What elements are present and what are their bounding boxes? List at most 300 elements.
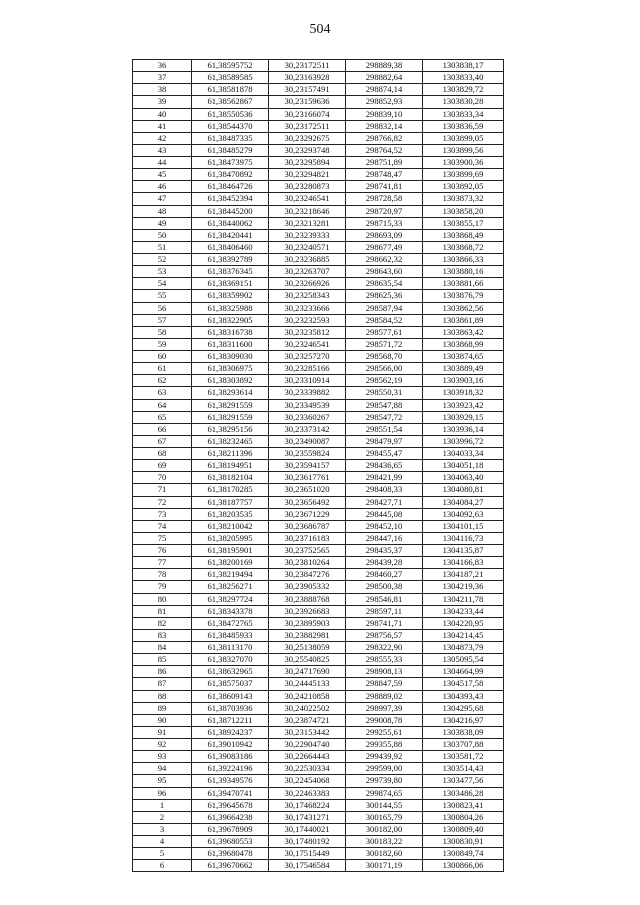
point-number-cell: 51 <box>133 241 192 253</box>
latitude-cell: 61,38195901 <box>192 545 269 557</box>
table-row <box>133 338 504 350</box>
y-coordinate-cell: 1303829,72 <box>423 84 504 96</box>
y-coordinate-cell: 1303833,34 <box>423 108 504 120</box>
table-row <box>133 302 504 314</box>
longitude-cell: 30,23257270 <box>269 351 346 363</box>
longitude-cell: 30,23172511 <box>269 120 346 132</box>
latitude-cell: 61,39670662 <box>192 860 269 872</box>
point-number-cell: 61 <box>133 363 192 375</box>
longitude-cell: 30,23293748 <box>269 144 346 156</box>
latitude-cell: 61,38297724 <box>192 593 269 605</box>
table-row <box>133 399 504 411</box>
latitude-cell: 61,38703936 <box>192 702 269 714</box>
x-coordinate-cell: 298550,31 <box>346 387 423 399</box>
longitude-cell: 30,23258343 <box>269 290 346 302</box>
latitude-cell: 61,38205995 <box>192 532 269 544</box>
point-number-cell: 64 <box>133 399 192 411</box>
table-row <box>133 72 504 84</box>
table-row <box>133 169 504 181</box>
point-number-cell: 1 <box>133 799 192 811</box>
x-coordinate-cell: 298445,08 <box>346 508 423 520</box>
y-coordinate-cell: 1303899,05 <box>423 132 504 144</box>
table-row <box>133 387 504 399</box>
y-coordinate-cell: 1304084,27 <box>423 496 504 508</box>
table-row <box>133 799 504 811</box>
y-coordinate-cell: 1303868,99 <box>423 338 504 350</box>
x-coordinate-cell: 298546,81 <box>346 593 423 605</box>
longitude-cell: 30,23172511 <box>269 60 346 72</box>
point-number-cell: 59 <box>133 338 192 350</box>
point-number-cell: 55 <box>133 290 192 302</box>
latitude-cell: 61,38924237 <box>192 726 269 738</box>
x-coordinate-cell: 298847,59 <box>346 678 423 690</box>
latitude-cell: 61,38203535 <box>192 508 269 520</box>
longitude-cell: 30,23656492 <box>269 496 346 508</box>
longitude-cell: 30,24445133 <box>269 678 346 690</box>
table-row <box>133 193 504 205</box>
table-row <box>133 108 504 120</box>
table-row <box>133 617 504 629</box>
latitude-cell: 61,38211396 <box>192 448 269 460</box>
y-coordinate-cell: 1303514,43 <box>423 763 504 775</box>
x-coordinate-cell: 298720,97 <box>346 205 423 217</box>
y-coordinate-cell: 1303899,69 <box>423 169 504 181</box>
point-number-cell: 68 <box>133 448 192 460</box>
point-number-cell: 81 <box>133 605 192 617</box>
point-number-cell: 86 <box>133 666 192 678</box>
table-row <box>133 666 504 678</box>
y-coordinate-cell: 1303936,14 <box>423 423 504 435</box>
x-coordinate-cell: 298555,33 <box>346 654 423 666</box>
table-row <box>133 690 504 702</box>
latitude-cell: 61,38309030 <box>192 351 269 363</box>
point-number-cell: 46 <box>133 181 192 193</box>
latitude-cell: 61,38311600 <box>192 338 269 350</box>
y-coordinate-cell: 1304211,78 <box>423 593 504 605</box>
table-row <box>133 702 504 714</box>
latitude-cell: 61,38445200 <box>192 205 269 217</box>
x-coordinate-cell: 298882,64 <box>346 72 423 84</box>
latitude-cell: 61,38575037 <box>192 678 269 690</box>
longitude-cell: 30,23236885 <box>269 254 346 266</box>
longitude-cell: 30,23285166 <box>269 363 346 375</box>
coordinates-table <box>132 59 504 872</box>
latitude-cell: 61,39680478 <box>192 848 269 860</box>
point-number-cell: 2 <box>133 811 192 823</box>
y-coordinate-cell: 1304233,44 <box>423 605 504 617</box>
y-coordinate-cell: 1300866,06 <box>423 860 504 872</box>
table-row <box>133 411 504 423</box>
table-row <box>133 144 504 156</box>
longitude-cell: 30,23235812 <box>269 326 346 338</box>
point-number-cell: 63 <box>133 387 192 399</box>
longitude-cell: 30,23280873 <box>269 181 346 193</box>
point-number-cell: 48 <box>133 205 192 217</box>
point-number-cell: 85 <box>133 654 192 666</box>
table-row <box>133 678 504 690</box>
x-coordinate-cell: 298587,94 <box>346 302 423 314</box>
latitude-cell: 61,38327070 <box>192 654 269 666</box>
point-number-cell: 94 <box>133 763 192 775</box>
point-number-cell: 49 <box>133 217 192 229</box>
y-coordinate-cell: 1303836,59 <box>423 120 504 132</box>
table-row <box>133 60 504 72</box>
x-coordinate-cell: 299599,00 <box>346 763 423 775</box>
table-row <box>133 423 504 435</box>
x-coordinate-cell: 298662,32 <box>346 254 423 266</box>
y-coordinate-cell: 1303892,05 <box>423 181 504 193</box>
point-number-cell: 56 <box>133 302 192 314</box>
point-number-cell: 4 <box>133 836 192 848</box>
latitude-cell: 61,38369151 <box>192 278 269 290</box>
y-coordinate-cell: 1303707,88 <box>423 739 504 751</box>
latitude-cell: 61,38632965 <box>192 666 269 678</box>
latitude-cell: 61,38293614 <box>192 387 269 399</box>
point-number-cell: 66 <box>133 423 192 435</box>
longitude-cell: 30,23905332 <box>269 581 346 593</box>
x-coordinate-cell: 298577,61 <box>346 326 423 338</box>
point-number-cell: 91 <box>133 726 192 738</box>
x-coordinate-cell: 300183,22 <box>346 836 423 848</box>
point-number-cell: 83 <box>133 629 192 641</box>
longitude-cell: 30,23240571 <box>269 241 346 253</box>
longitude-cell: 30,22463383 <box>269 787 346 799</box>
latitude-cell: 61,38359902 <box>192 290 269 302</box>
x-coordinate-cell: 300171,19 <box>346 860 423 872</box>
latitude-cell: 61,39664238 <box>192 811 269 823</box>
latitude-cell: 61,39645678 <box>192 799 269 811</box>
latitude-cell: 61,38472765 <box>192 617 269 629</box>
x-coordinate-cell: 298852,93 <box>346 96 423 108</box>
latitude-cell: 61,38712211 <box>192 714 269 726</box>
y-coordinate-cell: 1304219,36 <box>423 581 504 593</box>
table-row <box>133 811 504 823</box>
point-number-cell: 53 <box>133 266 192 278</box>
x-coordinate-cell: 298643,60 <box>346 266 423 278</box>
table-row <box>133 472 504 484</box>
x-coordinate-cell: 298625,36 <box>346 290 423 302</box>
y-coordinate-cell: 1304080,81 <box>423 484 504 496</box>
longitude-cell: 30,23232593 <box>269 314 346 326</box>
longitude-cell: 30,23294821 <box>269 169 346 181</box>
x-coordinate-cell: 298839,10 <box>346 108 423 120</box>
point-number-cell: 76 <box>133 545 192 557</box>
x-coordinate-cell: 298427,71 <box>346 496 423 508</box>
longitude-cell: 30,23752565 <box>269 545 346 557</box>
x-coordinate-cell: 298566,00 <box>346 363 423 375</box>
latitude-cell: 61,39224196 <box>192 763 269 775</box>
latitude-cell: 61,38562867 <box>192 96 269 108</box>
longitude-cell: 30,22904740 <box>269 739 346 751</box>
table-row <box>133 654 504 666</box>
latitude-cell: 61,38325988 <box>192 302 269 314</box>
point-number-cell: 47 <box>133 193 192 205</box>
point-number-cell: 75 <box>133 532 192 544</box>
table-row <box>133 326 504 338</box>
latitude-cell: 61,38200169 <box>192 557 269 569</box>
x-coordinate-cell: 298435,37 <box>346 545 423 557</box>
y-coordinate-cell: 1303899,56 <box>423 144 504 156</box>
y-coordinate-cell: 1303581,72 <box>423 751 504 763</box>
latitude-cell: 61,38182104 <box>192 472 269 484</box>
latitude-cell: 61,38291559 <box>192 411 269 423</box>
latitude-cell: 61,38291559 <box>192 399 269 411</box>
x-coordinate-cell: 298452,10 <box>346 520 423 532</box>
point-number-cell: 54 <box>133 278 192 290</box>
table-row <box>133 726 504 738</box>
table-row <box>133 132 504 144</box>
point-number-cell: 77 <box>133 557 192 569</box>
table-row <box>133 605 504 617</box>
y-coordinate-cell: 1304220,95 <box>423 617 504 629</box>
longitude-cell: 30,23213281 <box>269 217 346 229</box>
latitude-cell: 61,38487335 <box>192 132 269 144</box>
longitude-cell: 30,25138059 <box>269 642 346 654</box>
x-coordinate-cell: 298421,99 <box>346 472 423 484</box>
longitude-cell: 30,23218646 <box>269 205 346 217</box>
longitude-cell: 30,23926683 <box>269 605 346 617</box>
longitude-cell: 30,23895903 <box>269 617 346 629</box>
latitude-cell: 61,38219494 <box>192 569 269 581</box>
point-number-cell: 87 <box>133 678 192 690</box>
point-number-cell: 42 <box>133 132 192 144</box>
longitude-cell: 30,24717690 <box>269 666 346 678</box>
longitude-cell: 30,23651020 <box>269 484 346 496</box>
table-row <box>133 787 504 799</box>
table-row <box>133 435 504 447</box>
y-coordinate-cell: 1303486,28 <box>423 787 504 799</box>
x-coordinate-cell: 298597,11 <box>346 605 423 617</box>
y-coordinate-cell: 1304517,58 <box>423 678 504 690</box>
point-number-cell: 44 <box>133 157 192 169</box>
table-row <box>133 751 504 763</box>
table-row <box>133 775 504 787</box>
point-number-cell: 65 <box>133 411 192 423</box>
longitude-cell: 30,17440021 <box>269 823 346 835</box>
longitude-cell: 30,23360267 <box>269 411 346 423</box>
latitude-cell: 61,38113170 <box>192 642 269 654</box>
point-number-cell: 41 <box>133 120 192 132</box>
point-number-cell: 36 <box>133 60 192 72</box>
x-coordinate-cell: 298832,14 <box>346 120 423 132</box>
x-coordinate-cell: 298455,47 <box>346 448 423 460</box>
point-number-cell: 73 <box>133 508 192 520</box>
point-number-cell: 79 <box>133 581 192 593</box>
longitude-cell: 30,23263707 <box>269 266 346 278</box>
table-row <box>133 229 504 241</box>
y-coordinate-cell: 1303873,32 <box>423 193 504 205</box>
table-row <box>133 629 504 641</box>
y-coordinate-cell: 1303889,49 <box>423 363 504 375</box>
y-coordinate-cell: 1300804,26 <box>423 811 504 823</box>
longitude-cell: 30,23882981 <box>269 629 346 641</box>
longitude-cell: 30,24022502 <box>269 702 346 714</box>
point-number-cell: 71 <box>133 484 192 496</box>
table-row <box>133 593 504 605</box>
y-coordinate-cell: 1304101,15 <box>423 520 504 532</box>
longitude-cell: 30,17515449 <box>269 848 346 860</box>
latitude-cell: 61,38256271 <box>192 581 269 593</box>
point-number-cell: 58 <box>133 326 192 338</box>
latitude-cell: 61,39680553 <box>192 836 269 848</box>
x-coordinate-cell: 298693,09 <box>346 229 423 241</box>
y-coordinate-cell: 1304295,68 <box>423 702 504 714</box>
point-number-cell: 57 <box>133 314 192 326</box>
y-coordinate-cell: 1304092,63 <box>423 508 504 520</box>
x-coordinate-cell: 298447,16 <box>346 532 423 544</box>
latitude-cell: 61,38232465 <box>192 435 269 447</box>
point-number-cell: 96 <box>133 787 192 799</box>
longitude-cell: 30,23559824 <box>269 448 346 460</box>
latitude-cell: 61,38295156 <box>192 423 269 435</box>
x-coordinate-cell: 298677,49 <box>346 241 423 253</box>
table-row <box>133 484 504 496</box>
x-coordinate-cell: 298562,19 <box>346 375 423 387</box>
latitude-cell: 61,38306975 <box>192 363 269 375</box>
table-row <box>133 836 504 848</box>
table-row <box>133 496 504 508</box>
x-coordinate-cell: 299439,92 <box>346 751 423 763</box>
y-coordinate-cell: 1303861,89 <box>423 314 504 326</box>
x-coordinate-cell: 298584,52 <box>346 314 423 326</box>
longitude-cell: 30,23490087 <box>269 435 346 447</box>
y-coordinate-cell: 1303477,56 <box>423 775 504 787</box>
coordinates-table-body <box>133 60 504 872</box>
point-number-cell: 93 <box>133 751 192 763</box>
y-coordinate-cell: 1303918,32 <box>423 387 504 399</box>
x-coordinate-cell: 299355,88 <box>346 739 423 751</box>
x-coordinate-cell: 299255,61 <box>346 726 423 738</box>
y-coordinate-cell: 1304664,99 <box>423 666 504 678</box>
x-coordinate-cell: 298874,14 <box>346 84 423 96</box>
latitude-cell: 61,38470892 <box>192 169 269 181</box>
y-coordinate-cell: 1304393,43 <box>423 690 504 702</box>
table-row <box>133 763 504 775</box>
y-coordinate-cell: 1303903,16 <box>423 375 504 387</box>
point-number-cell: 89 <box>133 702 192 714</box>
x-coordinate-cell: 298547,88 <box>346 399 423 411</box>
latitude-cell: 61,38473975 <box>192 157 269 169</box>
table-row <box>133 581 504 593</box>
y-coordinate-cell: 1303996,72 <box>423 435 504 447</box>
y-coordinate-cell: 1304135,87 <box>423 545 504 557</box>
point-number-cell: 37 <box>133 72 192 84</box>
latitude-cell: 61,38440062 <box>192 217 269 229</box>
point-number-cell: 52 <box>133 254 192 266</box>
latitude-cell: 61,38452394 <box>192 193 269 205</box>
latitude-cell: 61,38303892 <box>192 375 269 387</box>
table-row <box>133 205 504 217</box>
y-coordinate-cell: 1304216,97 <box>423 714 504 726</box>
latitude-cell: 61,38420441 <box>192 229 269 241</box>
point-number-cell: 67 <box>133 435 192 447</box>
y-coordinate-cell: 1303830,28 <box>423 96 504 108</box>
latitude-cell: 61,38210042 <box>192 520 269 532</box>
point-number-cell: 38 <box>133 84 192 96</box>
table-row <box>133 557 504 569</box>
point-number-cell: 88 <box>133 690 192 702</box>
latitude-cell: 61,38609143 <box>192 690 269 702</box>
longitude-cell: 30,23888768 <box>269 593 346 605</box>
longitude-cell: 30,23671229 <box>269 508 346 520</box>
page-number: 504 <box>309 22 331 37</box>
y-coordinate-cell: 1303866,33 <box>423 254 504 266</box>
y-coordinate-cell: 1300830,91 <box>423 836 504 848</box>
x-coordinate-cell: 299008,78 <box>346 714 423 726</box>
table-row <box>133 96 504 108</box>
table-row <box>133 157 504 169</box>
y-coordinate-cell: 1304063,40 <box>423 472 504 484</box>
x-coordinate-cell: 299739,80 <box>346 775 423 787</box>
point-number-cell: 70 <box>133 472 192 484</box>
table-row <box>133 290 504 302</box>
latitude-cell: 61,38550536 <box>192 108 269 120</box>
x-coordinate-cell: 298741,71 <box>346 617 423 629</box>
y-coordinate-cell: 1300849,74 <box>423 848 504 860</box>
y-coordinate-cell: 1300809,40 <box>423 823 504 835</box>
x-coordinate-cell: 300182,00 <box>346 823 423 835</box>
point-number-cell: 43 <box>133 144 192 156</box>
x-coordinate-cell: 298479,97 <box>346 435 423 447</box>
longitude-cell: 30,23157491 <box>269 84 346 96</box>
longitude-cell: 30,17468224 <box>269 799 346 811</box>
table-row <box>133 241 504 253</box>
x-coordinate-cell: 298500,38 <box>346 581 423 593</box>
y-coordinate-cell: 1303876,79 <box>423 290 504 302</box>
longitude-cell: 30,23349539 <box>269 399 346 411</box>
point-number-cell: 90 <box>133 714 192 726</box>
y-coordinate-cell: 1303855,17 <box>423 217 504 229</box>
table-row <box>133 448 504 460</box>
x-coordinate-cell: 298439,28 <box>346 557 423 569</box>
x-coordinate-cell: 298436,65 <box>346 460 423 472</box>
y-coordinate-cell: 1303881,66 <box>423 278 504 290</box>
latitude-cell: 61,38392789 <box>192 254 269 266</box>
point-number-cell: 5 <box>133 848 192 860</box>
longitude-cell: 30,17546584 <box>269 860 346 872</box>
point-number-cell: 74 <box>133 520 192 532</box>
x-coordinate-cell: 298741,81 <box>346 181 423 193</box>
y-coordinate-cell: 1300823,41 <box>423 799 504 811</box>
longitude-cell: 30,23233666 <box>269 302 346 314</box>
longitude-cell: 30,23163928 <box>269 72 346 84</box>
y-coordinate-cell: 1303838,09 <box>423 726 504 738</box>
latitude-cell: 61,39349576 <box>192 775 269 787</box>
point-number-cell: 45 <box>133 169 192 181</box>
longitude-cell: 30,23339882 <box>269 387 346 399</box>
longitude-cell: 30,23810264 <box>269 557 346 569</box>
table-row <box>133 363 504 375</box>
point-number-cell: 84 <box>133 642 192 654</box>
x-coordinate-cell: 298568,70 <box>346 351 423 363</box>
y-coordinate-cell: 1304214,45 <box>423 629 504 641</box>
longitude-cell: 30,23310914 <box>269 375 346 387</box>
table-row <box>133 532 504 544</box>
longitude-cell: 30,17480192 <box>269 836 346 848</box>
latitude-cell: 61,38485279 <box>192 144 269 156</box>
latitude-cell: 61,38194951 <box>192 460 269 472</box>
longitude-cell: 30,23716183 <box>269 532 346 544</box>
point-number-cell: 72 <box>133 496 192 508</box>
longitude-cell: 30,23166074 <box>269 108 346 120</box>
x-coordinate-cell: 298728,58 <box>346 193 423 205</box>
longitude-cell: 30,24210858 <box>269 690 346 702</box>
longitude-cell: 30,23847276 <box>269 569 346 581</box>
longitude-cell: 30,23373142 <box>269 423 346 435</box>
longitude-cell: 30,25540825 <box>269 654 346 666</box>
x-coordinate-cell: 298889,02 <box>346 690 423 702</box>
y-coordinate-cell: 1303868,49 <box>423 229 504 241</box>
